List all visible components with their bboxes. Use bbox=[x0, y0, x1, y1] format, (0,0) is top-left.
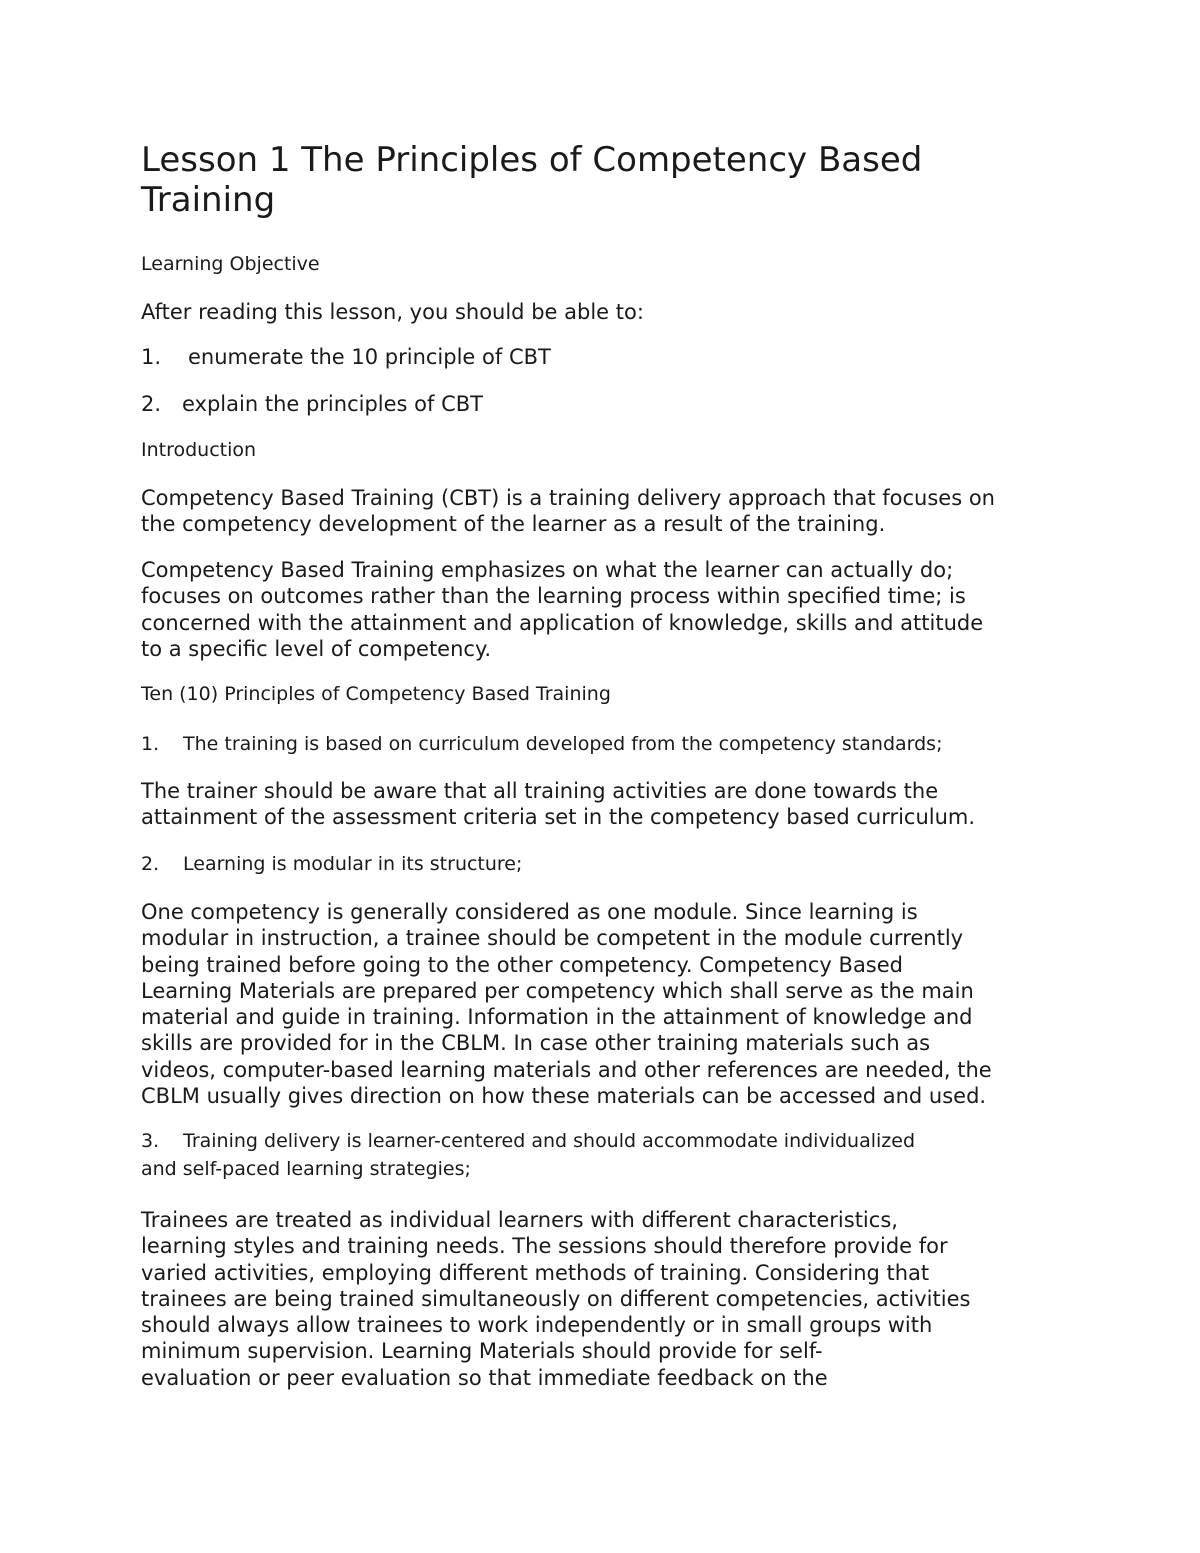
principle-number: 3. bbox=[141, 1130, 160, 1152]
paragraph-line: should always allow trainees to work independently or in small groups with bbox=[141, 1313, 933, 1338]
principle-heading bbox=[141, 730, 1071, 758]
paragraph-line: minimum supervision. Learning Materials should provide for self- bbox=[141, 1339, 823, 1364]
intro-paragraph-2 bbox=[141, 557, 1071, 662]
objective-text: enumerate the 10 principle of CBT bbox=[188, 345, 551, 369]
paragraph-line: trainees are being trained simultaneously on different competencies, activities bbox=[141, 1286, 971, 1311]
paragraph-line: CBLM usually gives direction on how these materials can be accessed and used. bbox=[141, 1084, 987, 1109]
lesson-title-line: Lesson 1 The Principles of Competency Based bbox=[141, 140, 923, 180]
objective-item bbox=[141, 391, 1071, 417]
paragraph-line: to a specific level of competency. bbox=[141, 636, 492, 661]
paragraph-line: focuses on outcomes rather than the learning process within specified time; is bbox=[141, 584, 966, 609]
principle-heading-line: and self-paced learning strategies; bbox=[141, 1158, 471, 1180]
lesson-title bbox=[141, 140, 1071, 220]
principle-number: 1. bbox=[141, 733, 160, 755]
paragraph-line: attainment of the assessment criteria set in the competency based curriculum. bbox=[141, 805, 976, 830]
introduction-heading: Introduction bbox=[141, 439, 257, 461]
paragraph-line: varied activities, employing different methods of training. Considering that bbox=[141, 1260, 930, 1285]
principle-heading-text: Learning is modular in its structure; bbox=[183, 853, 523, 875]
paragraph-line: videos, computer-based learning materials and other references are needed, the bbox=[141, 1057, 992, 1082]
paragraph-line: The trainer should be aware that all training activities are done towards the bbox=[141, 779, 939, 803]
principle-heading bbox=[141, 1127, 1071, 1183]
lesson-title-line: Training bbox=[141, 180, 276, 220]
objective-number: 2. bbox=[141, 392, 162, 416]
intro-paragraph-1 bbox=[141, 485, 1071, 538]
principle-number: 2. bbox=[141, 853, 160, 875]
paragraph-line: being trained before going to the other competency. Competency Based bbox=[141, 952, 903, 977]
paragraph-line: modular in instruction, a trainee should be competent in the module currently bbox=[141, 926, 964, 951]
paragraph-line: One competency is generally considered as one module. Since learning is bbox=[141, 900, 918, 924]
objective-item bbox=[141, 344, 1071, 370]
learning-objective-heading: Learning Objective bbox=[141, 253, 320, 275]
principle-heading-text: The training is based on curriculum developed from the competency standards; bbox=[183, 733, 943, 755]
principle-heading-text: Training delivery is learner-centered and should accommodate individualized bbox=[183, 1130, 916, 1152]
principle-body bbox=[141, 1207, 1071, 1391]
principle-body bbox=[141, 778, 1071, 831]
paragraph-line: material and guide in training. Information in the attainment of knowledge and bbox=[141, 1005, 973, 1030]
paragraph-line: evaluation or peer evaluation so that immediate feedback on the bbox=[141, 1365, 828, 1390]
principle-heading-line bbox=[141, 1127, 1071, 1155]
objective-text: explain the principles of CBT bbox=[182, 392, 483, 416]
paragraph-line: skills are provided for in the CBLM. In case other training materials such as bbox=[141, 1031, 931, 1056]
paragraph-line: concerned with the attainment and application of knowledge, skills and attitude bbox=[141, 610, 984, 635]
paragraph-line: learning styles and training needs. The sessions should therefore provide for bbox=[141, 1234, 948, 1259]
paragraph-line: Learning Materials are prepared per competency which shall serve as the main bbox=[141, 978, 974, 1003]
objective-number: 1. bbox=[141, 345, 162, 369]
paragraph-line: Competency Based Training emphasizes on what the learner can actually do; bbox=[141, 558, 954, 582]
paragraph-line: the competency development of the learner as a result of the training. bbox=[141, 512, 886, 537]
paragraph-line: Trainees are treated as individual learners with different characteristics, bbox=[141, 1208, 898, 1232]
principle-body bbox=[141, 899, 1071, 1109]
objective-intro: After reading this lesson, you should be able to: bbox=[141, 300, 644, 324]
paragraph-line: Competency Based Training (CBT) is a training delivery approach that focuses on bbox=[141, 486, 995, 510]
principle-heading bbox=[141, 850, 1071, 878]
principles-heading: Ten (10) Principles of Competency Based Training bbox=[141, 683, 611, 705]
